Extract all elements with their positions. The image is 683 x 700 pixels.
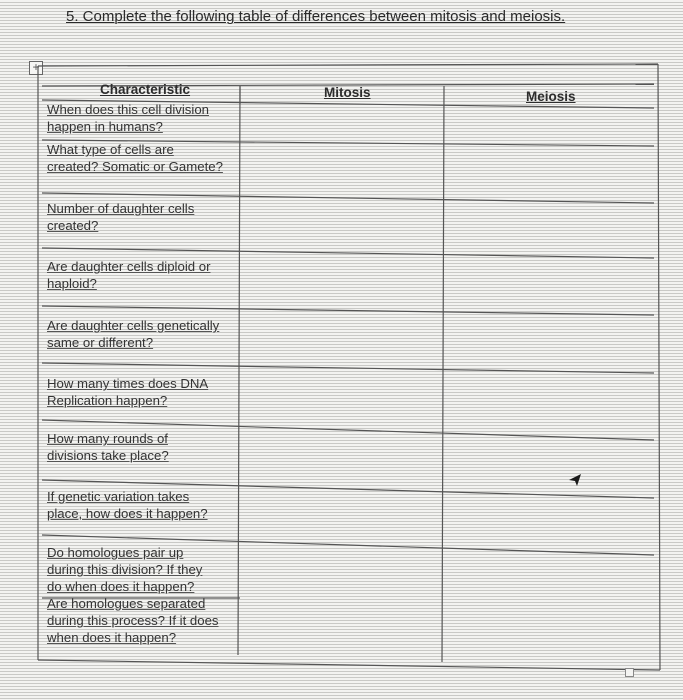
column-divider-1 xyxy=(238,86,240,655)
cell-meiosis-5[interactable] xyxy=(446,315,654,371)
table-top-border xyxy=(38,64,658,66)
cell-meiosis-7[interactable] xyxy=(446,440,654,497)
cell-mitosis-5[interactable] xyxy=(242,312,442,368)
cell-mitosis-4[interactable] xyxy=(242,255,442,311)
cell-meiosis-8[interactable] xyxy=(446,498,654,554)
mouse-pointer-icon xyxy=(568,473,582,487)
cell-mitosis-1[interactable] xyxy=(242,104,442,142)
header-characteristic: Characteristic xyxy=(100,82,191,97)
row-label-3: Number of daughter cells created? xyxy=(47,201,195,233)
move-handle-icon[interactable]: + xyxy=(29,61,43,75)
row-label-7: How many rounds of divisions take place? xyxy=(47,431,169,463)
row-label-5: Are daughter cells genetically same or different? xyxy=(47,318,220,350)
cell-mitosis-6[interactable] xyxy=(242,370,442,428)
cell-meiosis-1[interactable] xyxy=(446,106,654,144)
row-label-4: Are daughter cells diploid or haploid? xyxy=(47,259,211,291)
cell-mitosis-8[interactable] xyxy=(242,492,442,550)
cell-mitosis-2[interactable] xyxy=(242,145,442,197)
resize-handle-icon[interactable] xyxy=(625,668,634,677)
row-label-9: Do homologues pair up during this division? If they do when does it happen? Are homologues separated during this process? If it does when does it happen? xyxy=(47,545,219,645)
row-label-8: If genetic variation takes place, how does it happen? xyxy=(47,489,208,521)
cell-mitosis-7[interactable] xyxy=(242,432,442,490)
column-divider-2 xyxy=(442,86,444,662)
table-right-border xyxy=(658,64,660,670)
cell-meiosis-4[interactable] xyxy=(446,258,654,314)
cell-meiosis-2[interactable] xyxy=(446,147,654,199)
question-title: 5. Complete the following table of differences between mitosis and meiosis. xyxy=(66,8,566,25)
cell-meiosis-6[interactable] xyxy=(446,373,654,437)
header-mitosis: Mitosis xyxy=(324,85,371,100)
cell-mitosis-3[interactable] xyxy=(242,200,442,253)
cell-meiosis-9[interactable] xyxy=(446,557,654,663)
cell-mitosis-9[interactable] xyxy=(242,552,440,656)
row-label-6: How many times does DNA Replication happen? xyxy=(47,376,209,408)
cell-meiosis-3[interactable] xyxy=(446,203,654,256)
header-meiosis: Meiosis xyxy=(526,89,576,104)
row-label-1: When does this cell division happen in humans? xyxy=(47,102,209,134)
row-label-2: What type of cells are created? Somatic or Gamete? xyxy=(47,142,223,174)
